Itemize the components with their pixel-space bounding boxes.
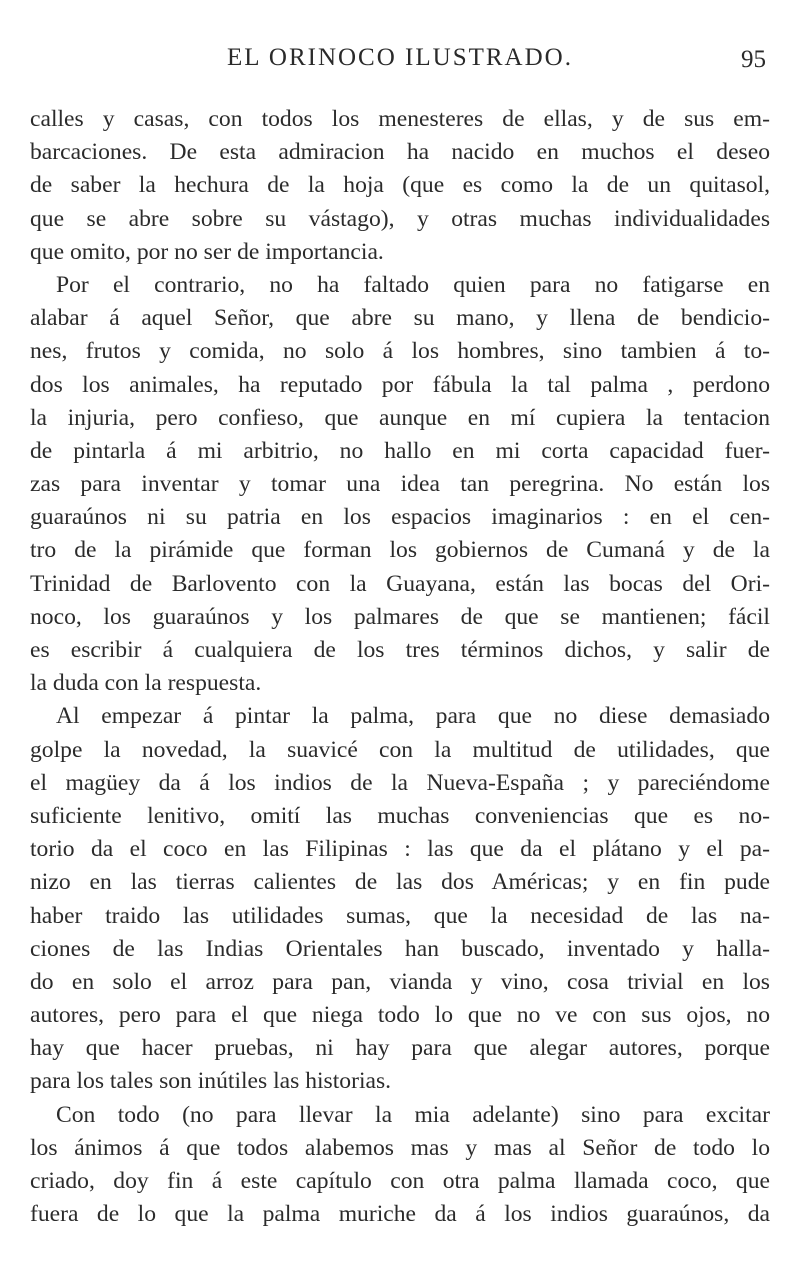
text-line: suficiente lenitivo, omití las muchas conveniencias que es no- xyxy=(30,802,770,829)
text-line: la injuria, pero confieso, que aunque en mí cupiera la tentacion xyxy=(30,404,770,431)
text-line: zas para inventar y tomar una idea tan peregrina. No están los xyxy=(30,471,770,498)
text-line: nizo en las tierras calientes de las dos Américas; y en fin pude xyxy=(30,869,770,896)
text-line: hay que hacer pruebas, ni hay para que alegar autores, porque xyxy=(30,1035,770,1062)
text-line: fuera de lo que la palma muriche da á los indios guaraúnos, da xyxy=(30,1201,770,1228)
text-line: guaraúnos ni su patria en los espacios imaginarios : en el cen- xyxy=(30,504,770,531)
text-line: de pintarla á mi arbitrio, no hallo en mi corta capacidad fuer- xyxy=(30,437,770,464)
text-line: es escribir á cualquiera de los tres términos dichos, y salir de xyxy=(30,637,770,663)
text-line: barcaciones. De esta admiracion ha nacido en muchos el deseo xyxy=(30,139,770,166)
text-line: para los tales son inútiles las historias. xyxy=(30,1068,392,1095)
text-line: haber traido las utilidades sumas, que la necesidad de las na- xyxy=(30,902,770,929)
text-line: tro de la pirámide que forman los gobiernos de Cumaná y de la xyxy=(30,537,770,564)
text-line: Al empezar á pintar la palma, para que no diese demasiado xyxy=(56,703,770,730)
text-line: calles y casas, con todos los menesteres de ellas, y de sus em- xyxy=(30,106,770,132)
body-text xyxy=(30,103,770,1231)
text-line: do en solo el arroz para pan, vianda y vino, cosa trivial en los xyxy=(30,968,770,995)
text-line: Con todo (no para llevar la mia adelante) sino para excitar xyxy=(56,1101,770,1128)
text-line: el magüey da á los indios de la Nueva-España ; y pareciéndome xyxy=(30,769,770,796)
text-line: la duda con la respuesta. xyxy=(30,670,262,697)
text-line: que se abre sobre su vástago), y otras muchas individualidades xyxy=(30,205,770,232)
text-line: alabar á aquel Señor, que abre su mano, y llena de bendicio- xyxy=(30,305,770,332)
text-line: que omito, por no ser de importancia. xyxy=(30,238,384,265)
text-line: nes, frutos y comida, no solo á los hombres, sino tambien á to- xyxy=(30,338,770,365)
text-line: torio da el coco en las Filipinas : las que da el plátano y el pa- xyxy=(30,836,770,863)
text-line: noco, los guaraúnos y los palmares de que se mantienen; fácil xyxy=(30,603,770,630)
text-line: criado, doy fin á este capítulo con otra palma llamada coco, que xyxy=(30,1168,770,1194)
text-line: Por el contrario, no ha faltado quien para no fatigarse en xyxy=(56,271,770,298)
text-line: dos los animales, ha reputado por fábula la tal palma , perdono xyxy=(30,371,770,398)
text-line: golpe la novedad, la suavicé con la multitud de utilidades, que xyxy=(30,736,770,763)
running-header xyxy=(30,40,770,80)
text-line: los ánimos á que todos alabemos mas y mas al Señor de todo lo xyxy=(30,1134,770,1161)
page-number: 95 xyxy=(741,46,766,73)
text-line: autores, pero para el que niega todo lo que no ve con sus ojos, no xyxy=(30,1002,770,1029)
text-line: ciones de las Indias Orientales han buscado, inventado y halla- xyxy=(30,935,770,962)
text-line: Trinidad de Barlovento con la Guayana, están las bocas del Ori- xyxy=(30,570,770,597)
text-line: de saber la hechura de la hoja (que es como la de un quitasol, xyxy=(30,172,770,199)
running-title: EL ORINOCO ILUSTRADO. xyxy=(227,44,573,71)
